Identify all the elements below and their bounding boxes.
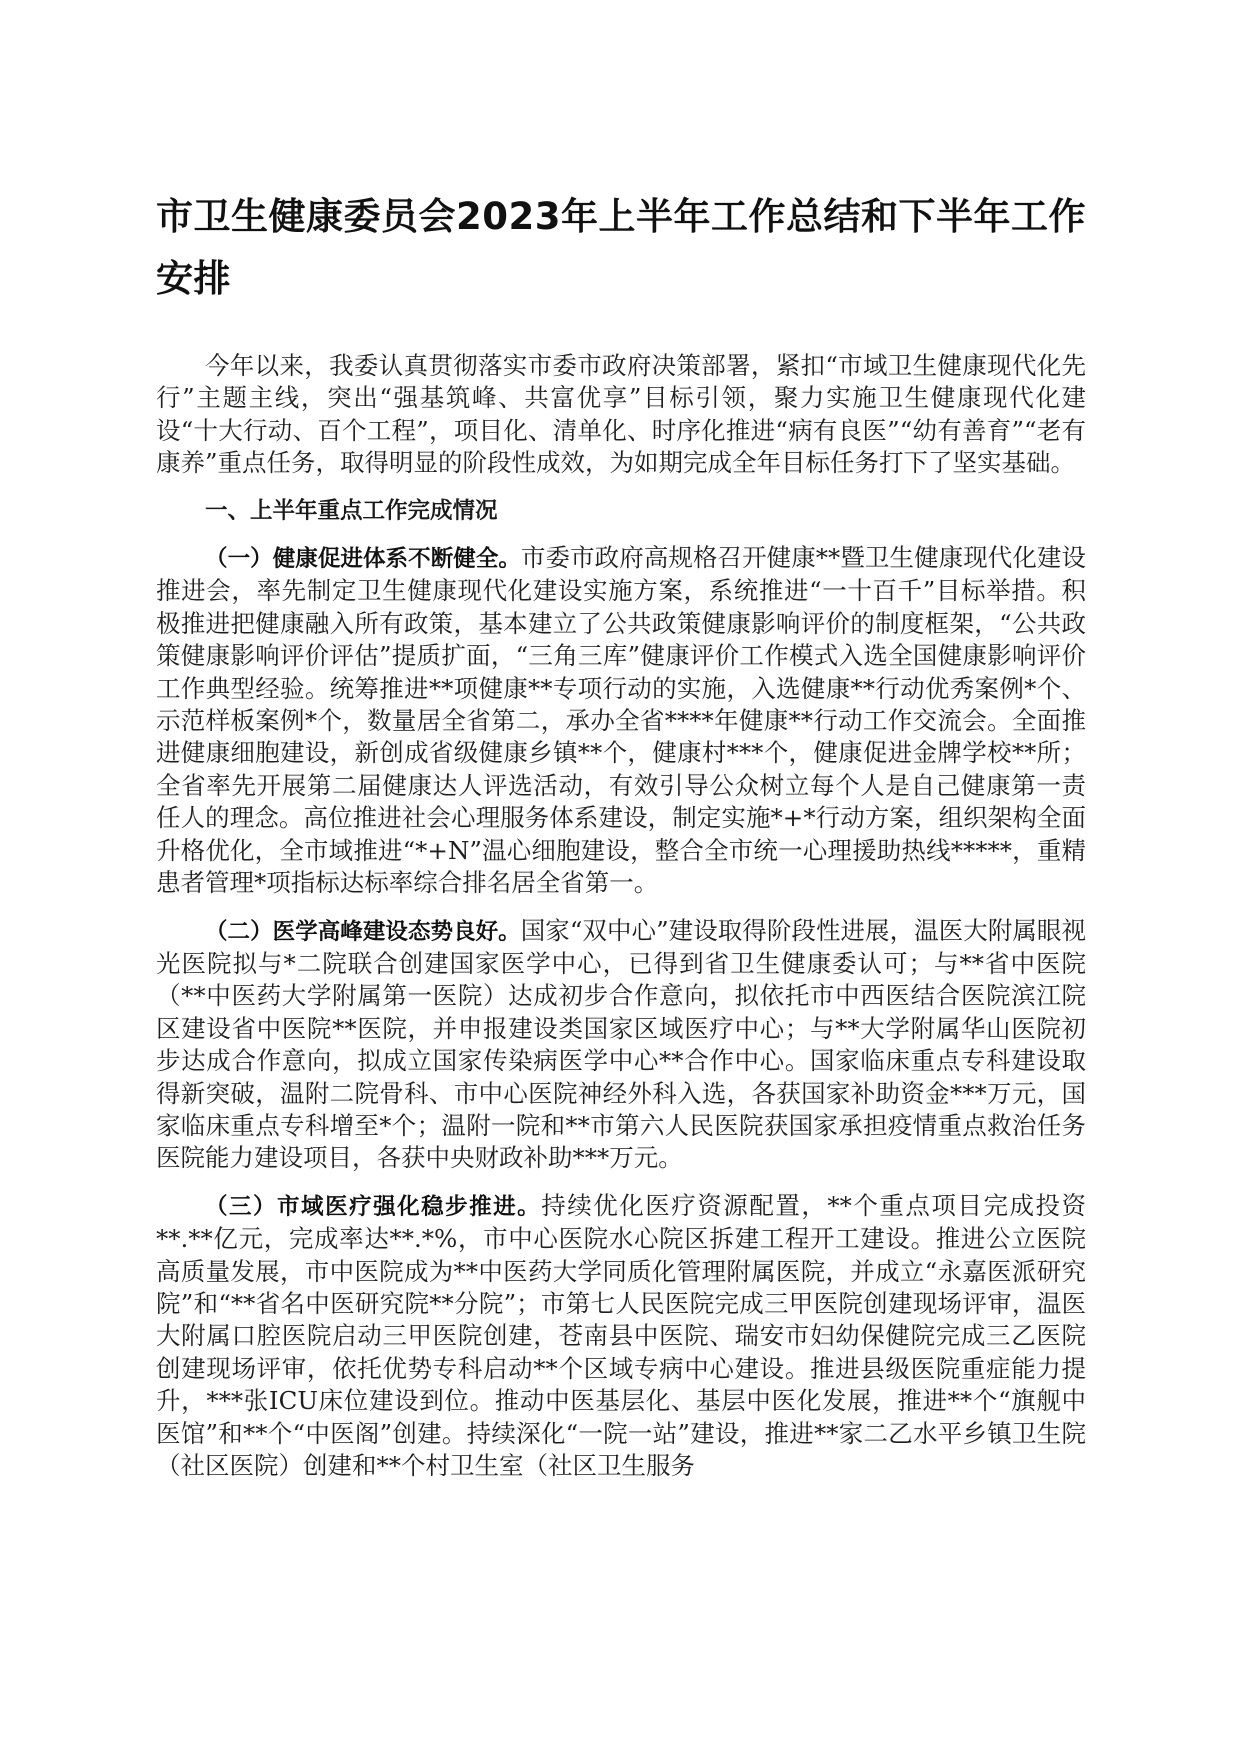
document-body [156,350,1086,1497]
paragraph-text-3: 持续优化医疗资源配置，**个重点项目完成投资**.**亿元，完成率达**.*%，市中心医院水心院区拆建工程开工建设。推进公立医院高质量发展，市中医院成为**中医药大学同质化管理附属医院，并成立“永嘉医派研究院”和“**省名中医研究院**分院”；市第七人民医院完成三甲医院创建现场评审，温医大附属口腔医院启动三甲医院创建，苍南县中医院、瑞安市妇幼保健院完成三乙医院创建现场评审，依托优势专科启动**个区域专病中心建设。推进县级医院重症能力提升，***张ICU床位建设到位。推动中医基层化、基层中医化发展，推进**个“旗舰中医馆”和**个“中医阁”创建。持续深化“一院一站”建设，推进**家二乙水平乡镇卫生院（社区医院）创建和**个村卫生室（社区卫生服务 [156,1190,1086,1480]
section-heading: 一、上半年重点工作完成情况 [205,497,498,524]
intro-paragraph: 今年以来，我委认真贯彻落实市委市政府决策部署，紧扣“市域卫生健康现代化先行”主题主线，突出“强基筑峰、共富优享”目标引领，聚力实施卫生健康现代化建设“十大行动、百个工程”，项目化、清单化、时序化推进“病有良医”“幼有善育”“老有康养”重点任务，取得明显的阶段性成效，为如期完成全年目标任务打下了坚实基础。 [156,351,1086,478]
paragraph-lead-1: （一）健康促进体系不断健全。 [205,546,521,573]
body-paragraph-1 [156,542,1086,899]
paragraph-text-1: 市委市政府高规格召开健康**暨卫生健康现代化建设推进会，率先制定卫生健康现代化建设实施方案，系统推进“一十百千”目标举措。积极推进把健康融入所有政策，基本建立了公共政策健康影响评价的制度框架，“公共政策健康影响评价评估”提质扩面，“三角三库”健康评价工作模式入选全国健康影响评价工作典型经验。统筹推进**项健康**专项行动的实施，入选健康**行动优秀案例*个、示范样板案例*个，数量居全省第二，承办全省****年健康**行动工作交流会。全面推进健康细胞建设，新创成省级健康乡镇**个，健康村***个，健康促进金牌学校**所；全省率先开展第二届健康达人评选活动，有效引导公众树立每个人是自己健康第一责任人的理念。高位推进社会心理服务体系建设，制定实施*+*行动方案，组织架构全面升格优化，全市域推进“*+N”温心细胞建设，整合全市统一心理援助热线*****，重精患者管理*项指标达标率综合排名居全省第一。 [156,543,1086,898]
paragraph-text-2: 国家“双中心”建设取得阶段性进展，温医大附属眼视光医院拟与*二院联合创建国家医学中心，已得到省卫生健康委认可；与**省中医院（**中医药大学附属第一医院）达成初步合作意向，拟依托市中西医结合医院滨江院区建设省中医院**医院，并申报建设类国家区域医疗中心；与**大学附属华山医院初步达成合作意向，拟成立国家传染病医学中心**合作中心。国家临床重点专科建设取得新突破，温附二院骨科、市中心医院神经外科入选，各获国家补助资金***万元，国家临床重点专科增至*个；温附一院和**市第六人民医院获国家承担疫情重点救治任务医院能力建设项目，各获中央财政补助***万元。 [156,915,1086,1173]
body-paragraph-3 [156,1190,1086,1483]
paragraph-lead-2: （二）医学高峰建设态势良好。 [205,918,521,945]
body-paragraph-2 [156,915,1086,1175]
paragraph-lead-3: （三）市域医疗强化稳步推进。 [205,1193,542,1220]
document-title: 市卫生健康委员会2023年上半年工作总结和下半年工作安排 [156,195,1086,300]
